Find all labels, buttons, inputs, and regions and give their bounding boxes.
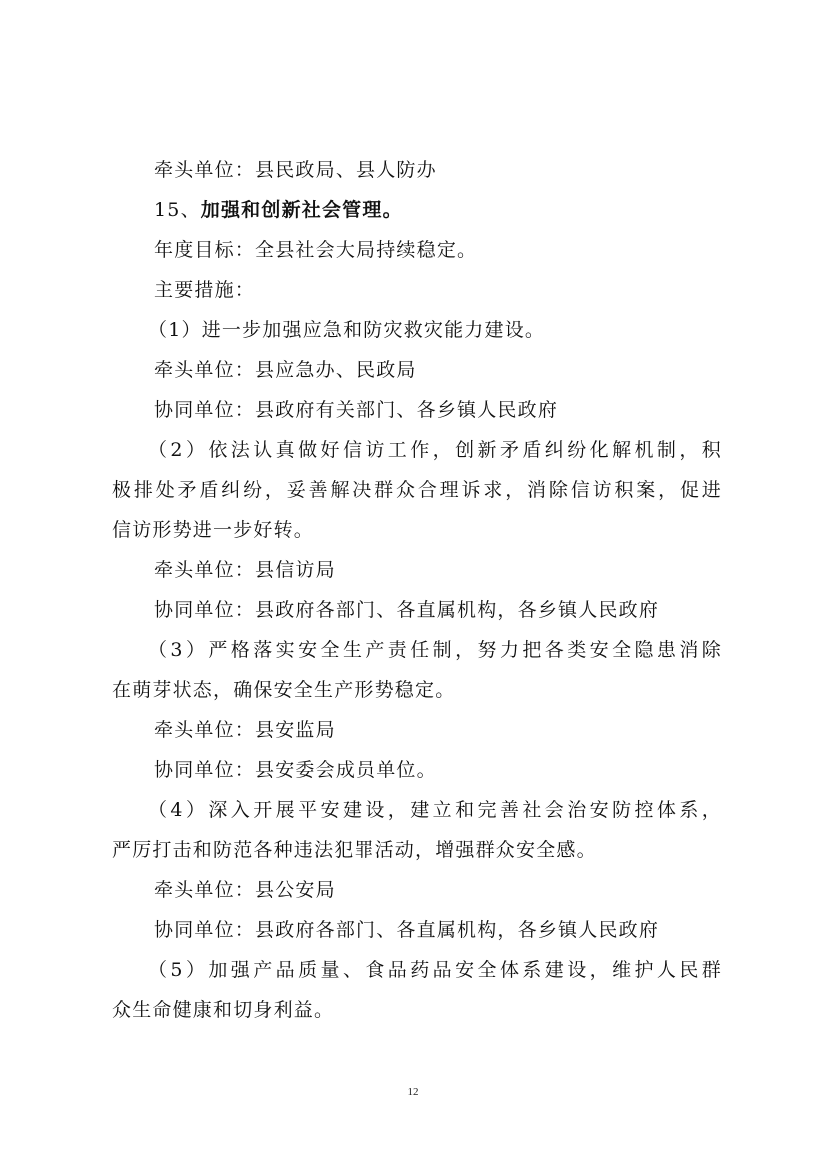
lead-unit-value: 县应急办、民政局 [255,359,417,381]
measure-4-line-1: （4）深入开展平安建设，建立和完善社会治安防控体系， [148,799,722,821]
page-number: 12 [407,1086,419,1098]
cooperating-unit-value: 县政府各部门、各直属机构，各乡镇人民政府 [255,919,660,941]
label-cooperating-unit: 协同单位： [154,599,256,621]
lead-unit-value: 县民政局、县人防办 [255,159,437,181]
measure-3-line-2: 在萌芽状态，确保安全生产形势稳定。 [112,679,456,701]
cooperating-unit-line [112,750,722,790]
lead-unit-line [112,150,722,190]
label-lead-unit: 牵头单位： [154,359,256,381]
measure-2-line-3: 信访形势进一步好转。 [112,519,315,541]
label-lead-unit: 牵头单位： [154,719,256,741]
label-cooperating-unit: 协同单位： [154,919,256,941]
measure-5-line-2: 众生命健康和切身利益。 [112,999,335,1021]
section-title: 加强和创新社会管理。 [200,199,403,221]
lead-unit-value: 县信访局 [255,559,336,581]
measure-4-line-2: 严厉打击和防范各种违法犯罪活动，增强群众安全感。 [112,839,597,861]
cooperating-unit-line [112,590,722,630]
cooperating-unit-line [112,390,722,430]
lead-unit-line [112,710,722,750]
main-measures-heading: 主要措施： [154,279,256,301]
label-cooperating-unit: 协同单位： [154,399,256,421]
measure-2-line-2: 极排处矛盾纠纷，妥善解决群众合理诉求，消除信访积案，促进 [112,479,722,501]
label-lead-unit: 牵头单位： [154,159,256,181]
label-annual-goal: 年度目标： [154,239,256,261]
lead-unit-line [112,550,722,590]
label-lead-unit: 牵头单位： [154,879,256,901]
section-number: 15、 [154,199,201,221]
measure-3-line-1: （3）严格落实安全生产责任制，努力把各类安全隐患消除 [148,639,722,661]
measure-1: （1）进一步加强应急和防灾救灾能力建设。 [148,319,546,341]
label-cooperating-unit: 协同单位： [154,759,256,781]
label-lead-unit: 牵头单位： [154,559,256,581]
cooperating-unit-line [112,910,722,950]
cooperating-unit-value: 县政府有关部门、各乡镇人民政府 [255,399,559,421]
lead-unit-line [112,870,722,910]
measure-2-line-1: （2）依法认真做好信访工作，创新矛盾纠纷化解机制，积 [148,439,722,461]
document-body [112,150,722,1030]
annual-goal-value: 全县社会大局持续稳定。 [255,239,478,261]
cooperating-unit-value: 县政府各部门、各直属机构，各乡镇人民政府 [255,599,660,621]
measure-5-line-1: （5）加强产品质量、食品药品安全体系建设，维护人民群 [148,959,722,981]
lead-unit-value: 县公安局 [255,879,336,901]
lead-unit-line [112,350,722,390]
annual-goal-line [112,230,722,270]
cooperating-unit-value: 县安委会成员单位。 [255,759,437,781]
section-heading [112,190,722,230]
lead-unit-value: 县安监局 [255,719,336,741]
